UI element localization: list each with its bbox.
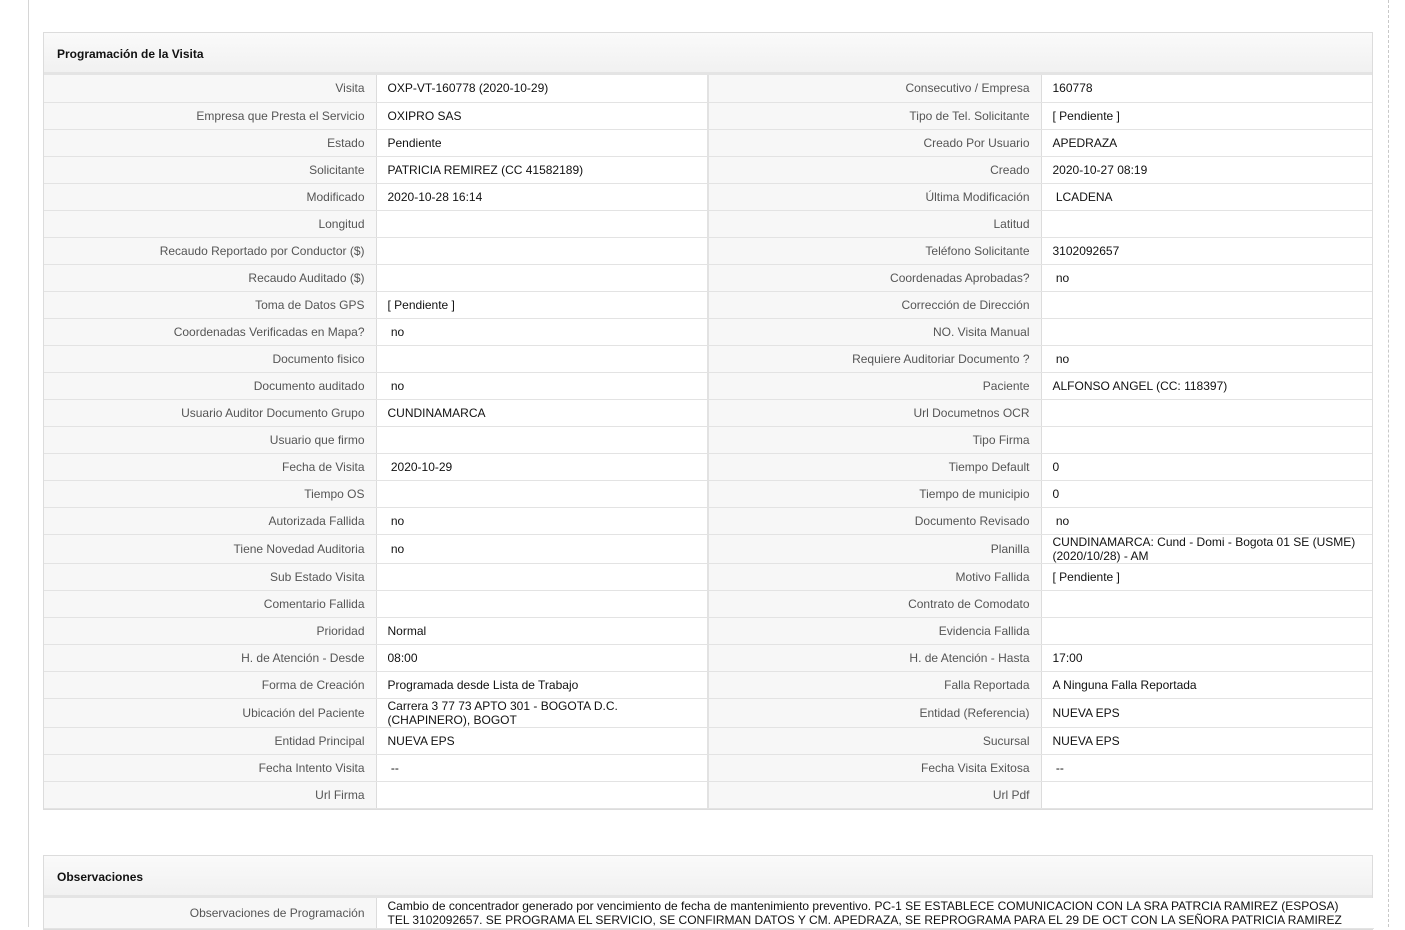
field-value: [ Pendiente ]	[376, 291, 708, 318]
field-value	[376, 210, 708, 237]
field-label: Fecha Intento Visita	[44, 754, 376, 781]
field-label: Evidencia Fallida	[708, 617, 1041, 644]
field-label: Planilla	[708, 534, 1041, 563]
field-value: [ Pendiente ]	[1041, 563, 1372, 590]
table-row	[44, 75, 1372, 102]
field-label: Entidad (Referencia)	[708, 698, 1041, 727]
field-label: Url Firma	[44, 781, 376, 808]
field-label: Contrato de Comodato	[708, 590, 1041, 617]
field-label: H. de Atención - Desde	[44, 644, 376, 671]
table-row	[44, 426, 1372, 453]
table-row	[44, 671, 1372, 698]
field-value	[376, 426, 708, 453]
field-value: ALFONSO ANGEL (CC: 118397)	[1041, 372, 1372, 399]
field-label: Recaudo Reportado por Conductor ($)	[44, 237, 376, 264]
programacion-header: Programación de la Visita	[44, 33, 1372, 75]
table-row	[44, 264, 1372, 291]
field-value: no	[1041, 507, 1372, 534]
table-row	[44, 399, 1372, 426]
observaciones-panel	[43, 855, 1373, 930]
field-value	[1041, 291, 1372, 318]
table-row	[44, 644, 1372, 671]
field-label: Ubicación del Paciente	[44, 698, 376, 727]
field-label: Corrección de Dirección	[708, 291, 1041, 318]
field-value	[1041, 318, 1372, 345]
field-label: NO. Visita Manual	[708, 318, 1041, 345]
field-value: 08:00	[376, 644, 708, 671]
field-value: CUNDINAMARCA: Cund - Domi - Bogota 01 SE (USME) (2020/10/28) - AM	[1041, 534, 1372, 563]
field-label: Empresa que Presta el Servicio	[44, 102, 376, 129]
field-value	[376, 781, 708, 808]
field-value: CUNDINAMARCA	[376, 399, 708, 426]
field-value	[376, 264, 708, 291]
field-value: no	[1041, 264, 1372, 291]
field-value: [ Pendiente ]	[1041, 102, 1372, 129]
field-value: --	[376, 754, 708, 781]
field-label: Coordenadas Verificadas en Mapa?	[44, 318, 376, 345]
field-value: NUEVA EPS	[1041, 698, 1372, 727]
observaciones-programacion-text: Cambio de concentrador generado por vencimiento de fecha de mantenimiento preventivo. PC-1 SE ESTABLECE COMUNICACION CON LA SRA PATRCIA RAMIREZ (ESPOSA) TEL 3102092657. SE PROGRAMA EL SERVICIO, SE CONFIRMAN DATOS Y CM. APEDRAZA, SE REPROGRAMA PARA EL 29 DE OCT CON LA SEÑORA PATRICIA RAMIREZ	[376, 898, 1374, 929]
field-value: 2020-10-27 08:19	[1041, 156, 1372, 183]
field-label: Autorizada Fallida	[44, 507, 376, 534]
field-label: Documento Revisado	[708, 507, 1041, 534]
table-row	[44, 534, 1372, 563]
field-label: Documento auditado	[44, 372, 376, 399]
field-value: NUEVA EPS	[376, 727, 708, 754]
table-row	[44, 563, 1372, 590]
table-row	[44, 156, 1372, 183]
field-value	[376, 480, 708, 507]
field-value: Pendiente	[376, 129, 708, 156]
table-row	[44, 291, 1372, 318]
field-label: Tiene Novedad Auditoria	[44, 534, 376, 563]
field-value: NUEVA EPS	[1041, 727, 1372, 754]
table-row	[44, 754, 1372, 781]
field-value: Normal	[376, 617, 708, 644]
table-row	[44, 453, 1372, 480]
field-value	[376, 345, 708, 372]
table-row	[44, 507, 1372, 534]
field-label: H. de Atención - Hasta	[708, 644, 1041, 671]
field-value: 3102092657	[1041, 237, 1372, 264]
field-label: Paciente	[708, 372, 1041, 399]
field-value	[376, 237, 708, 264]
field-value: Carrera 3 77 73 APTO 301 - BOGOTA D.C. (CHAPINERO), BOGOT	[376, 698, 708, 727]
field-label: Requiere Auditoriar Documento ?	[708, 345, 1041, 372]
field-label: Entidad Principal	[44, 727, 376, 754]
table-row	[44, 372, 1372, 399]
field-value	[376, 563, 708, 590]
field-label: Recaudo Auditado ($)	[44, 264, 376, 291]
field-value: no	[376, 534, 708, 563]
field-value: OXIPRO SAS	[376, 102, 708, 129]
field-label: Url Pdf	[708, 781, 1041, 808]
field-label: Creado	[708, 156, 1041, 183]
field-value: 2020-10-29	[376, 453, 708, 480]
field-value: OXP-VT-160778 (2020-10-29)	[376, 75, 708, 102]
field-value: 0	[1041, 453, 1372, 480]
field-value: 160778	[1041, 75, 1372, 102]
field-value	[1041, 426, 1372, 453]
field-label: Solicitante	[44, 156, 376, 183]
field-label: Última Modificación	[708, 183, 1041, 210]
field-value: --	[1041, 754, 1372, 781]
field-value: LCADENA	[1041, 183, 1372, 210]
observaciones-header: Observaciones	[44, 856, 1372, 898]
table-row	[44, 698, 1372, 727]
page-frame-right-border	[1388, 0, 1389, 927]
field-value	[376, 590, 708, 617]
field-label: Tiempo OS	[44, 480, 376, 507]
programacion-panel	[43, 32, 1373, 810]
table-row	[44, 129, 1372, 156]
field-label: Tipo Firma	[708, 426, 1041, 453]
field-label: Creado Por Usuario	[708, 129, 1041, 156]
field-value: A Ninguna Falla Reportada	[1041, 671, 1372, 698]
field-label: Tiempo de municipio	[708, 480, 1041, 507]
table-row	[44, 102, 1372, 129]
table-row	[44, 210, 1372, 237]
field-label: Visita	[44, 75, 376, 102]
programacion-table	[44, 75, 1372, 809]
field-label: Estado	[44, 129, 376, 156]
field-label: Longitud	[44, 210, 376, 237]
field-label: Modificado	[44, 183, 376, 210]
table-row	[44, 590, 1372, 617]
field-label: Usuario Auditor Documento Grupo	[44, 399, 376, 426]
field-label: Latitud	[708, 210, 1041, 237]
field-label: Sub Estado Visita	[44, 563, 376, 590]
field-label: Tipo de Tel. Solicitante	[708, 102, 1041, 129]
field-value: no	[376, 507, 708, 534]
table-row	[44, 617, 1372, 644]
table-row	[44, 237, 1372, 264]
field-label: Falla Reportada	[708, 671, 1041, 698]
field-value: no	[376, 318, 708, 345]
field-label: Prioridad	[44, 617, 376, 644]
field-label: Fecha de Visita	[44, 453, 376, 480]
field-value: no	[376, 372, 708, 399]
field-value	[1041, 617, 1372, 644]
field-label: Usuario que firmo	[44, 426, 376, 453]
table-row	[44, 480, 1372, 507]
table-row	[44, 898, 1374, 929]
field-value: APEDRAZA	[1041, 129, 1372, 156]
table-row	[44, 727, 1372, 754]
field-label: Teléfono Solicitante	[708, 237, 1041, 264]
table-row	[44, 781, 1372, 808]
field-value: 0	[1041, 480, 1372, 507]
page-frame-left-border	[28, 0, 29, 927]
field-value	[1041, 210, 1372, 237]
field-label: Comentario Fallida	[44, 590, 376, 617]
table-row	[44, 318, 1372, 345]
field-value	[1041, 781, 1372, 808]
field-value: no	[1041, 345, 1372, 372]
field-label: Tiempo Default	[708, 453, 1041, 480]
field-label: Observaciones de Programación	[44, 898, 376, 929]
field-value: Programada desde Lista de Trabajo	[376, 671, 708, 698]
field-label: Consecutivo / Empresa	[708, 75, 1041, 102]
field-label: Sucursal	[708, 727, 1041, 754]
field-value: 17:00	[1041, 644, 1372, 671]
field-label: Toma de Datos GPS	[44, 291, 376, 318]
table-row	[44, 183, 1372, 210]
field-value: 2020-10-28 16:14	[376, 183, 708, 210]
field-value: PATRICIA REMIREZ (CC 41582189)	[376, 156, 708, 183]
field-label: Url Documetnos OCR	[708, 399, 1041, 426]
observaciones-table	[44, 898, 1374, 929]
field-label: Documento fisico	[44, 345, 376, 372]
field-value	[1041, 590, 1372, 617]
field-label: Forma de Creación	[44, 671, 376, 698]
field-label: Coordenadas Aprobadas?	[708, 264, 1041, 291]
table-row	[44, 345, 1372, 372]
field-value	[1041, 399, 1372, 426]
field-label: Fecha Visita Exitosa	[708, 754, 1041, 781]
field-label: Motivo Fallida	[708, 563, 1041, 590]
